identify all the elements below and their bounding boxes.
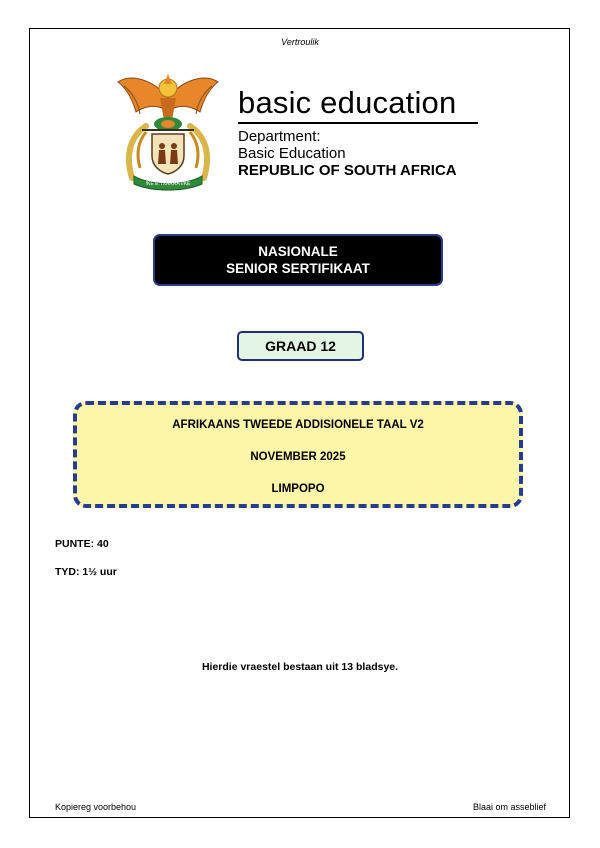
exam-session: NOVEMBER 2025 [250, 451, 346, 463]
department-label: Department: [238, 128, 321, 145]
province: LIMPOPO [271, 483, 325, 495]
certificate-title-box [153, 234, 443, 286]
crest-motto: !KE E: /XARRA //KE [145, 181, 191, 187]
coat-of-arms-icon [112, 68, 224, 192]
subject-title: AFRIKAANS TWEEDE ADDISIONELE TAAL V2 [172, 419, 424, 431]
department-name: Basic Education [238, 145, 346, 162]
country-name: REPUBLIC OF SOUTH AFRICA [238, 162, 457, 179]
certificate-line-1: NASIONALE [258, 244, 338, 259]
copyright-notice: Kopiereg voorbehou [55, 802, 137, 812]
confidential-label: Vertroulik [281, 37, 319, 47]
grade-box: GRAAD 12 [237, 331, 364, 361]
certificate-line-2: SENIOR SERTIFIKAAT [226, 261, 370, 276]
department-branding [238, 86, 478, 179]
brand-title: basic education [238, 85, 457, 120]
turn-over-note: Blaai om asseblief [472, 802, 546, 812]
brand-divider [238, 122, 478, 124]
marks-label: PUNTE: 40 [55, 538, 109, 550]
page-count-note: Hierdie vraestel bestaan uit 13 bladsye. [201, 661, 399, 673]
subject-box [73, 401, 523, 508]
time-label: TYD: 1½ uur [55, 566, 117, 578]
